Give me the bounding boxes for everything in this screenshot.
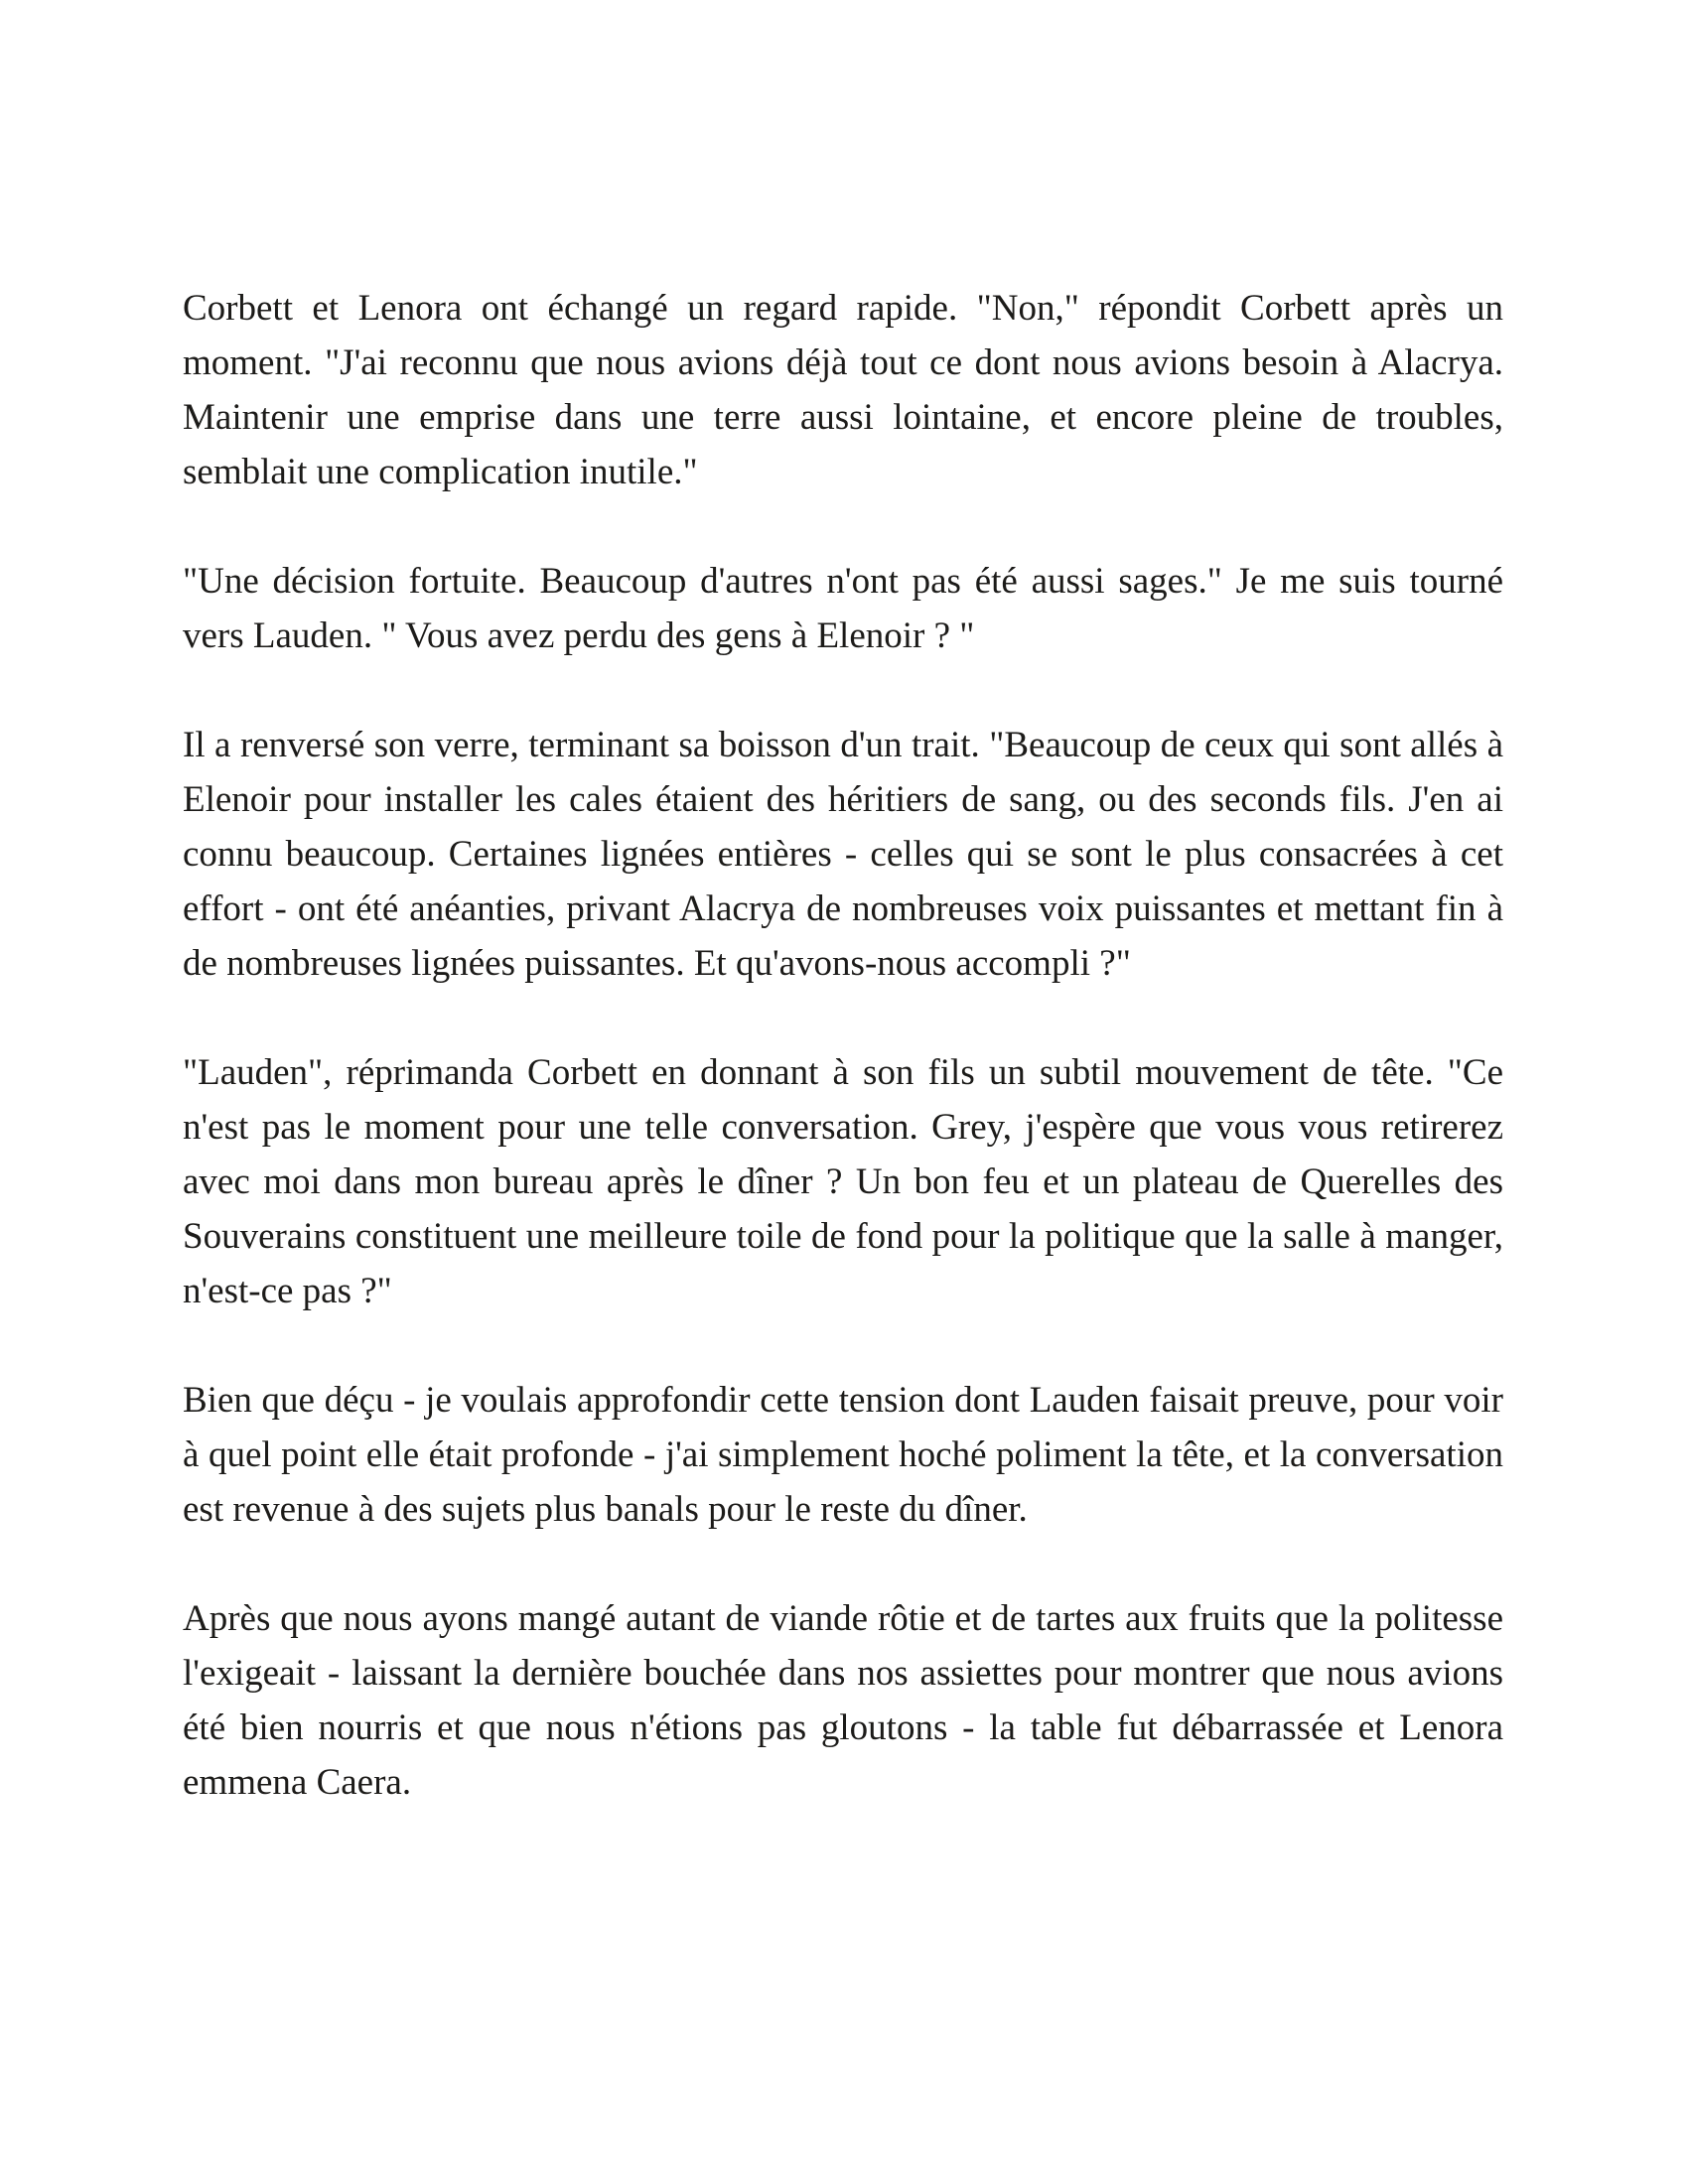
paragraph: Il a renversé son verre, terminant sa boisson d'un trait. "Beaucoup de ceux qui sont allés à Elenoir pour installer les cales étaient des héritiers de sang, ou des seconds fils. J'en ai connu beaucoup. Certaines lignées entières - celles qui se sont le plus consacrées à cet effort - ont été anéanties, privant Alacrya de nombreuses voix puissantes et mettant fin à de nombreuses lignées puissantes. Et qu'avons-nous accompli ?" — [183, 725, 1503, 984]
paragraph: Bien que déçu - je voulais approfondir cette tension dont Lauden faisait preuve, pour voir à quel point elle était profonde - j'ai simplement hoché poliment la tête, et la conversation est revenue à des sujets plus banals pour le reste du dîner. — [183, 1380, 1503, 1530]
paragraph: Après que nous ayons mangé autant de viande rôtie et de tartes aux fruits que la politesse l'exigeait - laissant la dernière bouchée dans nos assiettes pour montrer que nous avions été bien nourris et que nous n'étions pas gloutons - la table fut débarrassée et Lenora emmena Caera. — [183, 1598, 1503, 1803]
paragraph: Corbett et Lenora ont échangé un regard rapide. "Non," répondit Corbett après un moment. "J'ai reconnu que nous avions déjà tout ce dont nous avions besoin à Alacrya. Maintenir une emprise dans une terre aussi lointaine, et encore pleine de troubles, semblait une complication inutile." — [183, 288, 1503, 492]
paragraph: "Une décision fortuite. Beaucoup d'autres n'ont pas été aussi sages." Je me suis tourné vers Lauden. " Vous avez perdu des gens à Elenoir ? " — [183, 561, 1503, 656]
body-text — [183, 281, 1503, 1810]
paragraph: "Lauden", réprimanda Corbett en donnant à son fils un subtil mouvement de tête. "Ce n'est pas le moment pour une telle conversation. Grey, j'espère que vous vous retirerez avec moi dans mon bureau après le dîner ? Un bon feu et un plateau de Querelles des Souverains constituent une meilleure toile de fond pour la politique que la salle à manger, n'est-ce pas ?" — [183, 1052, 1503, 1311]
